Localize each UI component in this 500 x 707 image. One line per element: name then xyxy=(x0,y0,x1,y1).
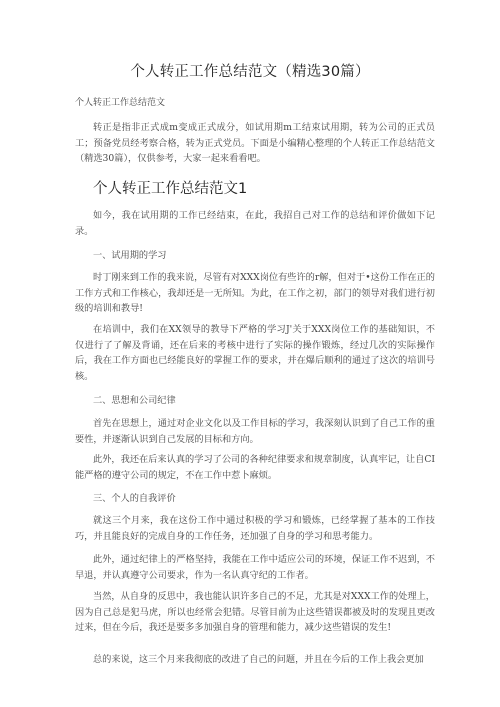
section-title-self-evaluation: 三、个人的自我评价 xyxy=(93,493,176,504)
paragraph-rules: 此外，我还在后来认真的学习了公司的各种纪律要求和规章制度，认真牢记，让自CI能严格的遵守公司的规定，不在工作中惹卜麻烦。 xyxy=(75,454,435,481)
document-subtitle: 个人转正工作总结范文 xyxy=(75,98,166,108)
paragraph-thinking: 首先在思想上，通过对企业文化以及工作目标的学习，我深刻认识到了自己工作的重要性，并逐渐认识到自己发展的目标和方向。 xyxy=(75,418,435,445)
document-title: 个人转正工作总结范文（精选30篇） xyxy=(130,64,370,80)
paragraph-training: 在培训中，我们在XX领导的教导下严格的学习J'关于XXX岗位工作的基础知识，不仅进行了了解及背诵，还在后来的考核中进行了实际的操作锻炼，经过几次的实际操作后，我在工作方面也已经能良好的掌握工作的要求，并在爆后顺利的通过了这次的培训号核。 xyxy=(75,324,435,382)
paragraph-study-intro: 时丁刚来到工作的我来说，尽管有对XXX岗位有些许的r解，但对于•这份工作在正的工作方式和工作核心，我却还是一无所知。为此，在工作之初，部门的领导对我们进行初级的培训和教导! xyxy=(75,272,435,314)
paragraph-opening: 如今，我在试用期的工作已经结束，在此，我招自己对工作的总结和评价做如下记录。 xyxy=(75,210,435,237)
paragraph-discipline-adherence: 此外，通过纪律上的严格坚持，我能在工作中适应公司的环境，保证工作不迟到，不早退，并认真遵守公司要求，作为一名认真守纪的工作者。 xyxy=(75,554,435,581)
section-title-probation-study: 一、试用期的学习 xyxy=(93,250,167,261)
section-heading: 个人转正工作总结范文1 xyxy=(93,181,248,197)
paragraph-reflection: 当然，从自身的反思中，我也能认识许多自己的不足，尤其是对XXX工作的处理上，因为自己总是犯马虎，所以也经常会犯错。尽管目前为止这些错误都被及时的发现且更改过来，但在今后，我还是要多多加强自身的管理和能力，减少这些错误的发生! xyxy=(75,591,435,633)
intro-paragraph: 转正是指非正式成m变成正式成分，如试用期m工结束试用期，转为公司的正式员工；预备党员经考察合格，转为正式党员。下面是小编精心整理的个人转正工作总结范文（精选30篇），仅供参考，大家一起来看看吧。 xyxy=(75,122,435,164)
paragraph-three-months: 就这三个月来，我在这份工作中通过积极的学习和锻炼，已经掌握了基本的工作技巧，并且能良好的完成自身的工作任务，还加强了自身的学习和思考能力。 xyxy=(75,515,435,542)
section-title-discipline: 二、思想和公司纪律 xyxy=(93,395,176,406)
paragraph-summary: 总的来说，这三个月来我彻底的改进了自己的问题，并且在今后的工作上我会更加 xyxy=(93,654,424,665)
